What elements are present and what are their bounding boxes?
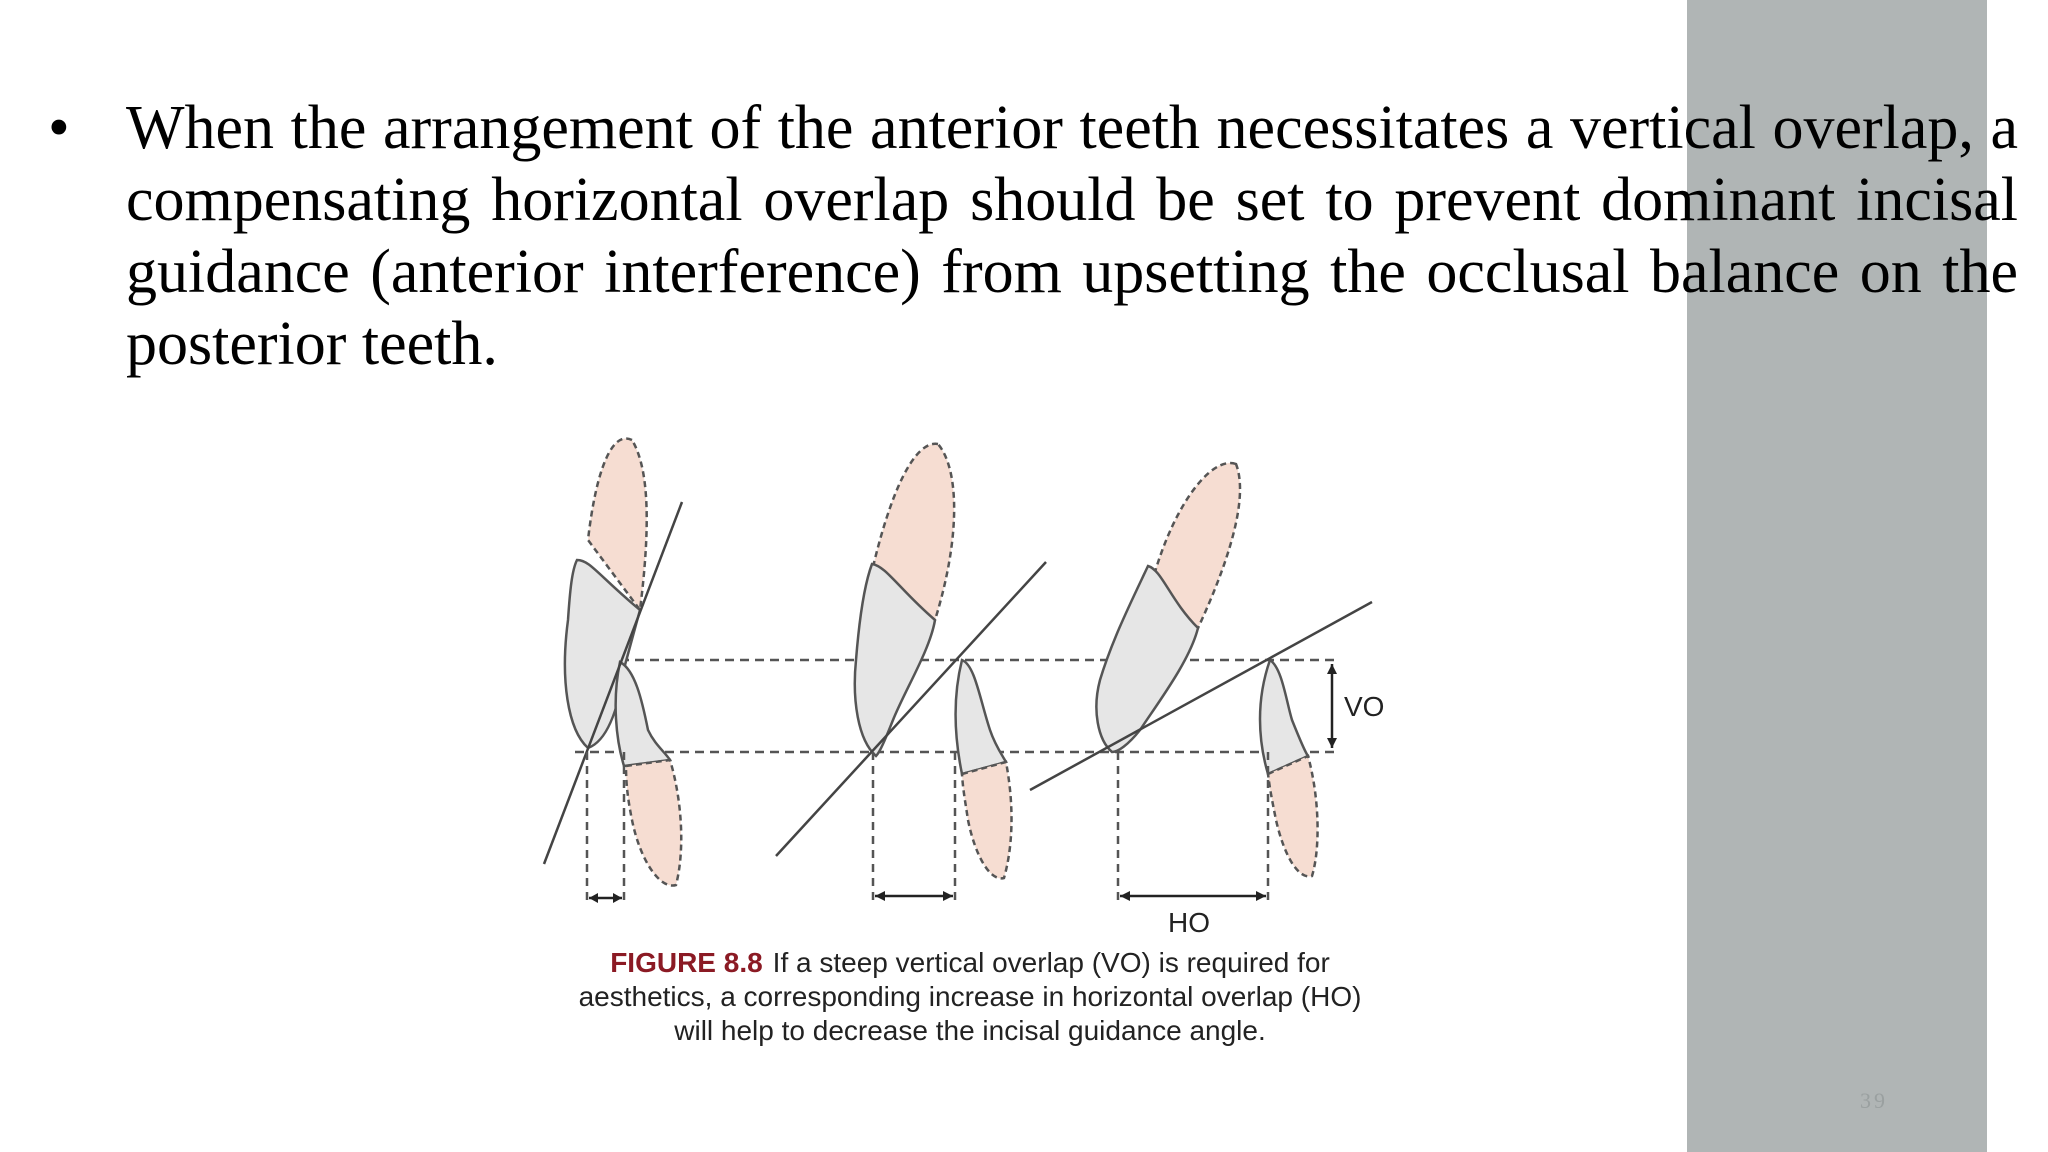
vo-label: VO (1344, 691, 1385, 722)
tooth-pair-2 (776, 444, 1046, 901)
page-number: 39 (1860, 1088, 1888, 1113)
tooth-pair-3 (1030, 463, 1372, 901)
arrowhead-right-1 (613, 893, 622, 903)
figure-caption (560, 946, 1380, 1048)
guidance-line-3 (1030, 602, 1372, 790)
ho-label: HO (1168, 907, 1210, 938)
arrowhead-left-3 (1120, 891, 1130, 901)
tooth-pair-1 (544, 438, 682, 903)
lower-root-2 (962, 762, 1012, 878)
figure-number: FIGURE 8.8 (610, 947, 763, 978)
lower-crown-2 (956, 660, 1006, 774)
arrowhead-left-1 (589, 893, 598, 903)
lower-crown-1 (616, 662, 670, 766)
lower-root-3 (1268, 756, 1318, 876)
arrowhead-right-3 (1256, 891, 1266, 901)
arrowhead-left-2 (875, 891, 885, 901)
bullet-icon: • (48, 94, 70, 162)
vo-indicator (1327, 664, 1337, 748)
arrowhead-right-2 (943, 891, 953, 901)
lower-root-1 (626, 760, 681, 886)
caption-text: If a steep vertical overlap (VO) is required for aesthetics, a corresponding increase in horizontal overlap (HO) will help to decrease the incisal guidance angle. (578, 947, 1362, 1046)
bullet-text: When the arrangement of the anterior teeth necessitates a vertical overlap, a compensating horizontal overlap should be set to prevent dominant incisal guidance (anterior interference) from upsetting the occlusal balance on the posterior teeth. (126, 94, 2018, 378)
